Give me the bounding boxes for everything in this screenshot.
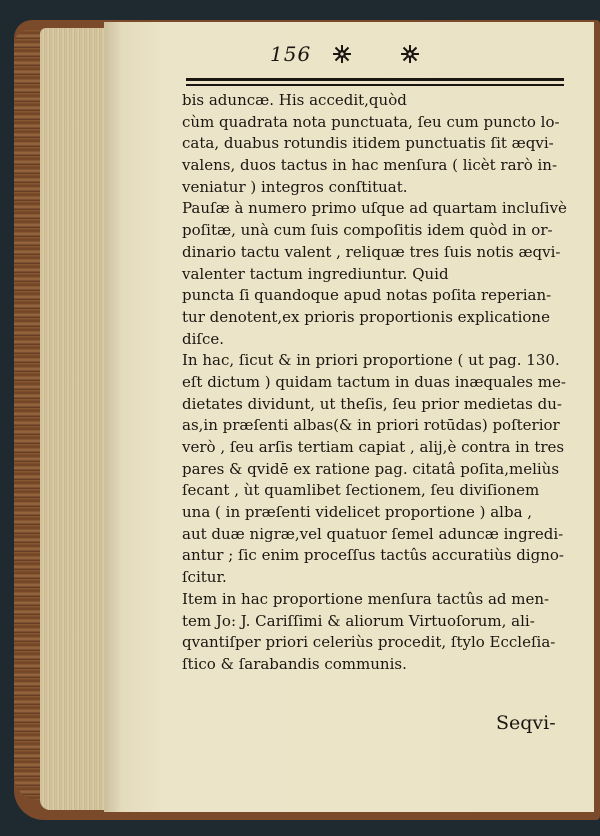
text-line: tur denotent,ex prioris proportionis explicatione: [182, 307, 550, 326]
body-text: [182, 90, 568, 676]
text-line: as,in præſenti albas(& in priori rotūdas) poſterior: [182, 416, 560, 435]
text-line: valenter tactum ingrediuntur. Quid: [182, 264, 449, 283]
text-line: veniatur ) integros conſtituat.: [182, 177, 408, 196]
text-line: Pauſæ à numero primo uſque ad quartam incluſivè: [182, 199, 567, 218]
text-line: In hac, ſicut & in priori proportione ( ut pag. 130.: [182, 351, 560, 370]
text-line: bis aduncæ. His accedit,quòd: [182, 91, 407, 109]
text-line: cùm quadrata nota punctuata, ſeu cum puncto lo-: [182, 112, 560, 131]
text-line: verò , ſeu arſis tertiam capiat , alij,è contra in tres: [182, 438, 565, 456]
text-line: pares & qvidē ex ratione pag. citatâ poſita,meliùs: [182, 459, 560, 478]
catchword: Seqvi-: [496, 712, 556, 734]
page-edges: [40, 28, 112, 810]
text-line: qvantiſper priori celeriùs procedit, ſtylo Eccleſia-: [182, 633, 556, 652]
left-ornament-icon: [332, 44, 352, 64]
header-rule-thin: [186, 84, 564, 86]
text-line: poſitæ, unà cum ſuis compoſitis idem quòd in or-: [182, 221, 553, 240]
text-line: dinario tactu valent , reliquæ tres ſuis notis æqvi-: [182, 242, 561, 261]
text-line: cata, duabus rotundis itidem punctuatis ſit æqvi-: [182, 134, 554, 153]
page-number: 156: [270, 42, 312, 66]
text-line: dietates dividunt, ut theſis, ſeu prior medietas du-: [182, 394, 562, 413]
text-line: diſce.: [182, 329, 224, 348]
text-line: una ( in præſenti videlicet proportione ) alba ,: [182, 503, 533, 522]
text-line: Item in hac proportione menſura tactûs ad men-: [182, 589, 550, 608]
right-ornament-icon: [400, 44, 420, 64]
text-line: aut duæ nigræ,vel quatuor ſemel aduncæ ingredi-: [182, 524, 564, 543]
text-line: antur ; ſic enim proceſſus tactûs accuratiùs digno-: [182, 546, 564, 565]
text-line: eſt dictum ) quidam tactum in duas inæquales me-: [182, 372, 566, 391]
text-line: tem Jo: J. Cariſſimi & aliorum Virtuoſorum, ali-: [182, 611, 535, 630]
text-line: ſcitur.: [182, 568, 227, 587]
text-line: ſecant , ùt quamlibet ſectionem, ſeu diviſionem: [182, 481, 540, 500]
text-line: valens, duos tactus in hac menſura ( licèt rarò in-: [182, 156, 558, 175]
text-line: ſtico & ſarabandis communis.: [182, 654, 407, 673]
text-line: puncta ſi quandoque apud notas poſita reperian-: [182, 286, 552, 305]
header-rule: [186, 78, 564, 81]
